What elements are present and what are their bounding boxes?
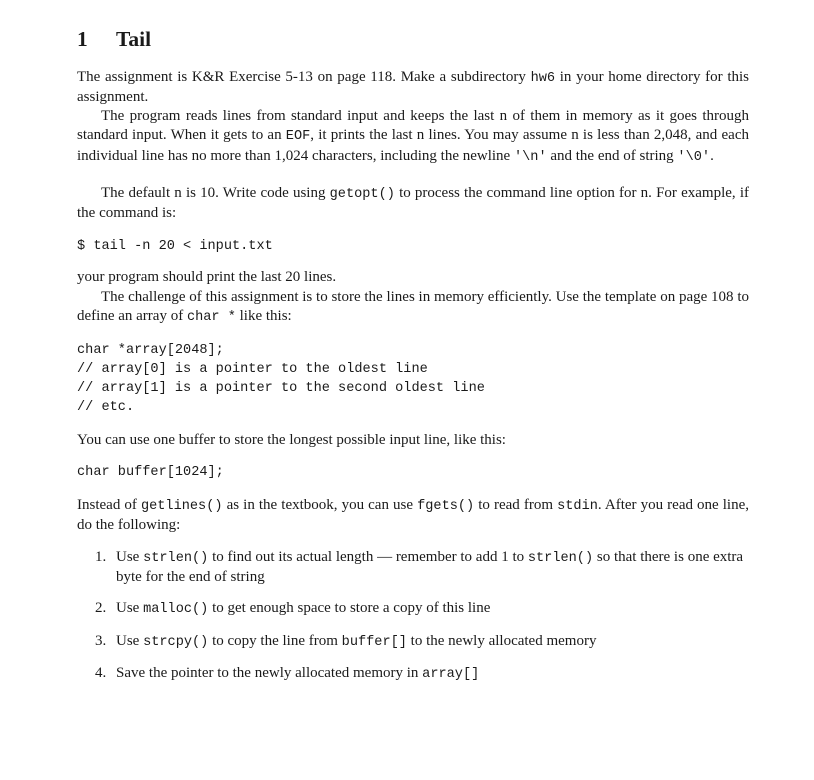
- text: The challenge of this assignment is to store the lines in memory efficiently. Use the template on page 108 to define an array of: [77, 289, 749, 325]
- text: to the newly allocated memory: [406, 633, 597, 649]
- section-heading: [77, 27, 151, 52]
- text: Use: [116, 549, 144, 565]
- buffer-paragraph: You can use one buffer to store the longest possible input line, like this:: [77, 432, 506, 448]
- array-code-line: // array[1] is a pointer to the second oldest line: [77, 381, 485, 396]
- text: The assignment is K&R Exercise 5-13 on page 118. Make a subdirectory: [77, 69, 531, 85]
- text: as in the textbook, you can use: [222, 497, 418, 513]
- list-number: 2.: [95, 600, 107, 616]
- text: Use: [116, 633, 144, 649]
- code-getopt: getopt(): [329, 187, 395, 202]
- list-item: [95, 548, 749, 588]
- directory-name: hw6: [530, 71, 556, 86]
- code-array: array[]: [422, 667, 480, 682]
- code-char-pointer: char *: [186, 310, 236, 326]
- text: Instead of: [77, 497, 141, 513]
- text: to find out its actual length — remember to add 1 to: [208, 549, 528, 565]
- text: in your home directory for this assignment.: [77, 69, 749, 106]
- text: to copy the line from: [208, 633, 342, 649]
- text: The program reads lines from standard input and keeps the last n of them in memory as it goes through standard input. When it gets to an: [77, 108, 749, 144]
- text: to process the command line option for n. For example, if the command is:: [77, 185, 749, 222]
- default-paragraph: [77, 184, 749, 224]
- text: , it prints the last n lines. You may assume n is less than 2,048, and each individual line has no more than 1,024 characters, including the newline: [77, 127, 749, 164]
- list-item: [95, 599, 749, 619]
- command-example: $ tail -n 20 < input.txt: [77, 239, 273, 254]
- code-strcpy: strcpy(): [143, 635, 209, 650]
- array-code-line: // array[0] is a pointer to the oldest line: [77, 362, 428, 377]
- code-nul: '\0': [677, 149, 711, 165]
- buffer-code: char buffer[1024];: [77, 465, 224, 480]
- code-fgets: fgets(): [417, 499, 475, 514]
- text: The default n is 10. Write code using: [101, 185, 330, 201]
- list-item: [95, 632, 749, 652]
- text: so that there is one extra byte for the end of string: [116, 549, 744, 586]
- list-number: 3.: [95, 633, 107, 649]
- code-newline: '\n': [513, 149, 547, 165]
- code-strlen: strlen(): [143, 551, 209, 566]
- code-getlines: getlines(): [140, 499, 223, 514]
- text: to read from: [474, 497, 558, 513]
- section-title: Tail: [116, 27, 152, 51]
- array-code-line: // etc.: [77, 400, 135, 415]
- description-paragraph: [77, 107, 749, 167]
- code-strlen: strlen(): [527, 551, 594, 566]
- text: like this:: [235, 308, 292, 325]
- list-number: 1.: [95, 549, 107, 565]
- result-paragraph: your program should print the last 20 lines.: [77, 269, 337, 285]
- text: Save the pointer to the newly allocated memory in: [116, 665, 423, 681]
- challenge-paragraph: [77, 288, 749, 328]
- text: to get enough space to store a copy of this line: [208, 600, 491, 616]
- text: .: [710, 147, 714, 164]
- list-number: 4.: [95, 665, 107, 681]
- code-buffer: buffer[]: [341, 635, 407, 650]
- code-stdin: stdin: [557, 499, 598, 514]
- text: Use: [116, 600, 144, 616]
- code-eof: EOF: [285, 129, 311, 145]
- list-item: [95, 664, 749, 684]
- intro-paragraph: [77, 68, 749, 108]
- text: . After you read one line, do the following:: [77, 497, 750, 534]
- text: and the end of string: [546, 147, 678, 164]
- code-malloc: malloc(): [143, 602, 209, 617]
- section-number: 1: [77, 27, 88, 51]
- array-code-line: char *array[2048];: [77, 343, 224, 358]
- instead-paragraph: [77, 496, 749, 536]
